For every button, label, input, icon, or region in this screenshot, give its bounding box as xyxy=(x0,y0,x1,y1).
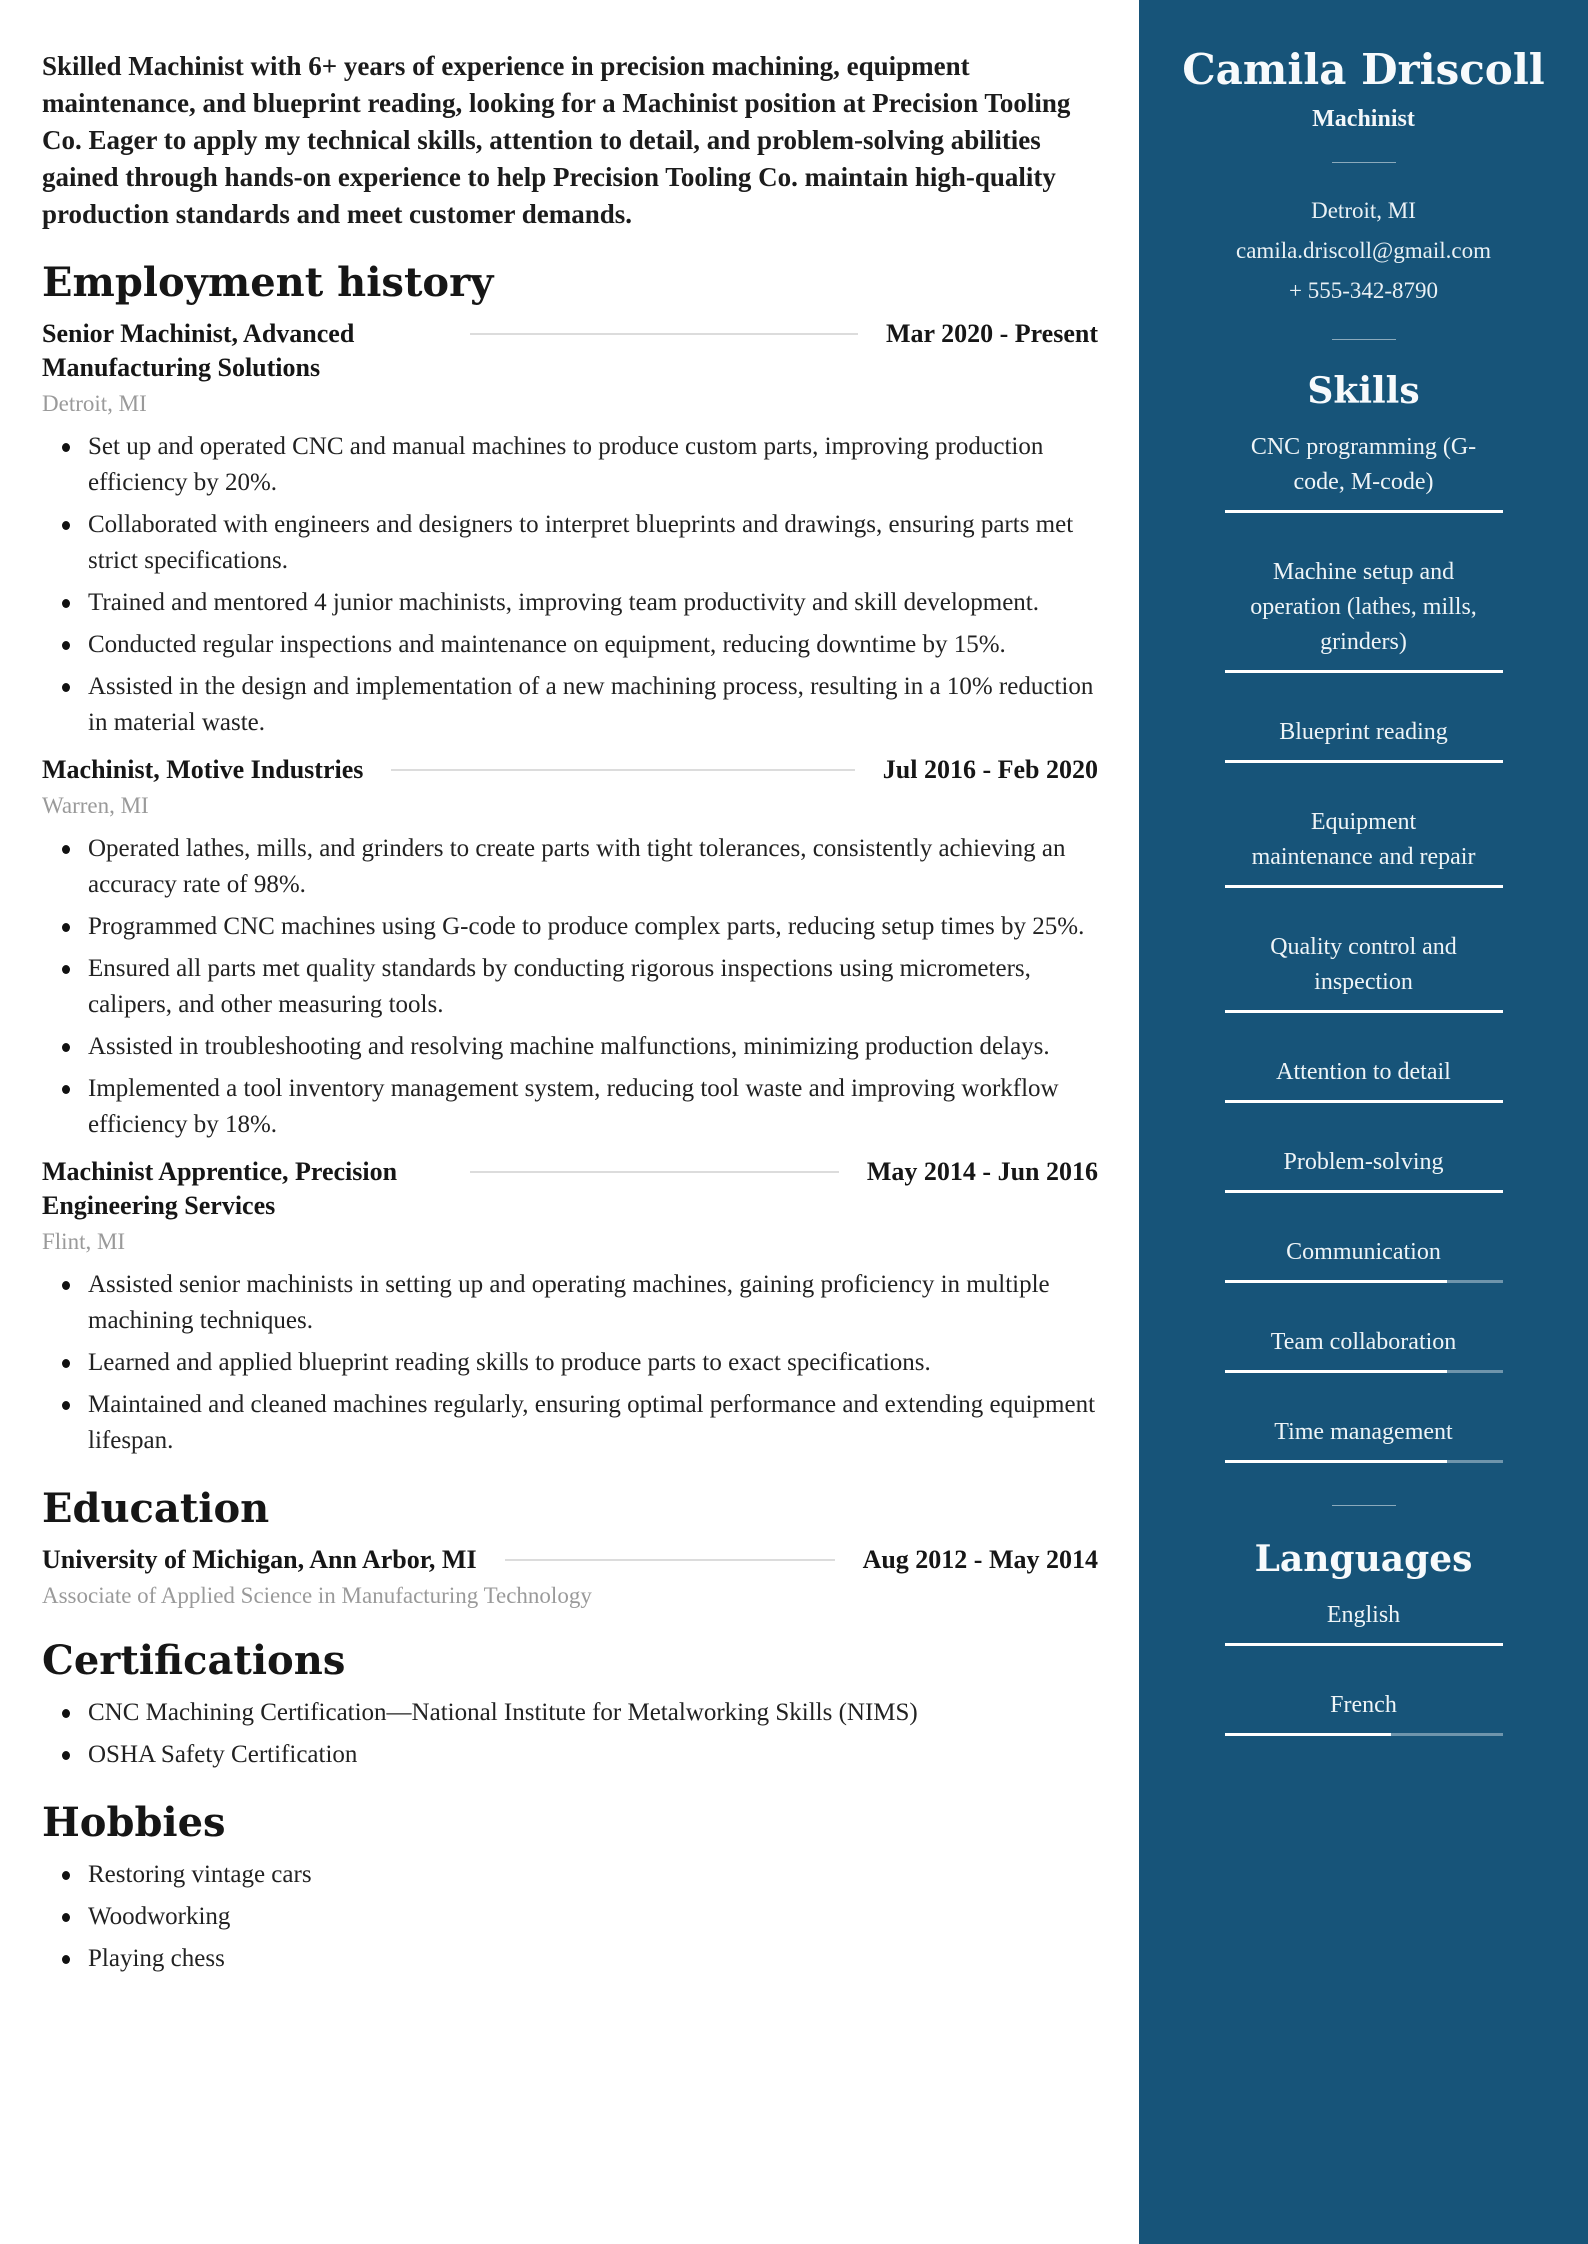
education-entry xyxy=(42,1543,1098,1611)
resume-sidebar xyxy=(1139,0,1588,2244)
skill-level-fill xyxy=(1225,760,1503,763)
skill-level-fill xyxy=(1225,1010,1503,1013)
skill-level-fill xyxy=(1225,1100,1503,1103)
skill-label: Blueprint reading xyxy=(1279,719,1448,745)
job-bullet: Learned and applied blueprint reading skills to produce parts to exact specifications. xyxy=(42,1345,1098,1381)
hobbies-list xyxy=(42,1857,1098,1977)
job-bullet: Assisted in troubleshooting and resolving machine malfunctions, minimizing production delays. xyxy=(42,1029,1098,1065)
job-title: Machinist Apprentice, Precision Engineering Services xyxy=(42,1157,398,1220)
skill-label: Team collaboration xyxy=(1270,1329,1457,1355)
job-header xyxy=(42,317,1098,385)
skill-label: Problem-solving xyxy=(1283,1149,1444,1175)
job-location: Flint, MI xyxy=(42,1229,126,1254)
skill-level-bar xyxy=(1225,1370,1503,1373)
job-dates: Mar 2020 - Present xyxy=(885,319,1098,348)
skill-item xyxy=(1139,1145,1588,1193)
job-header xyxy=(42,1155,1098,1223)
skill-level-bar xyxy=(1225,1190,1503,1193)
certification-item: OSHA Safety Certification xyxy=(42,1737,1098,1773)
job-entry xyxy=(42,753,1098,1143)
language-item xyxy=(1139,1688,1588,1736)
skill-level-bar xyxy=(1225,760,1503,763)
candidate-role: Machinist xyxy=(1312,106,1415,132)
sidebar-heading-languages: Languages xyxy=(1254,1538,1473,1580)
section-heading-hobbies: Hobbies xyxy=(42,1799,226,1846)
job-bullet-list xyxy=(42,831,1098,1143)
skill-level-bar xyxy=(1225,1460,1503,1463)
header-divider-line xyxy=(391,769,854,771)
job-dates: May 2014 - Jun 2016 xyxy=(866,1157,1098,1186)
job-bullet: Programmed CNC machines using G-code to produce complex parts, reducing setup times by 25%. xyxy=(42,909,1098,945)
job-bullet: Assisted senior machinists in setting up and operating machines, gaining proficiency in multiple machining techniques. xyxy=(42,1267,1098,1339)
skill-level-fill xyxy=(1225,1190,1503,1193)
sidebar-divider xyxy=(1332,339,1396,340)
education-dates: Aug 2012 - May 2014 xyxy=(862,1545,1098,1574)
certification-item: CNC Machining Certification—National Institute for Metalworking Skills (NIMS) xyxy=(42,1695,1098,1731)
skill-item xyxy=(1139,715,1588,763)
job-bullet: Maintained and cleaned machines regularly, ensuring optimal performance and extending equipment lifespan. xyxy=(42,1387,1098,1459)
hobby-item: Playing chess xyxy=(42,1941,1098,1977)
profile-summary: Skilled Machinist with 6+ years of experience in precision machining, equipment maintenance, and blueprint reading, looking for a Machinist position at Precision Tooling Co. Eager to apply my technical skills, attention to detail, and problem-solving abilities gained through hands-on experience to help Precision Tooling Co. maintain high-quality production standards and meet customer demands. xyxy=(42,51,1071,229)
job-bullet: Conducted regular inspections and maintenance on equipment, reducing downtime by 15%. xyxy=(42,627,1098,663)
skill-level-bar xyxy=(1225,670,1503,673)
job-bullet-list xyxy=(42,1267,1098,1459)
language-level-fill xyxy=(1225,1643,1503,1646)
job-location: Detroit, MI xyxy=(42,391,147,416)
section-heading-education: Education xyxy=(42,1485,270,1532)
skill-label: Equipment maintenance and repair xyxy=(1251,809,1476,870)
skill-level-bar xyxy=(1225,510,1503,513)
job-bullet: Implemented a tool inventory management system, reducing tool waste and improving workflow efficiency by 18%. xyxy=(42,1071,1098,1143)
skill-item xyxy=(1139,805,1588,888)
job-dates: Jul 2016 - Feb 2020 xyxy=(882,755,1098,784)
education-header xyxy=(42,1543,1098,1577)
skill-item xyxy=(1139,430,1588,513)
job-bullet: Trained and mentored 4 junior machinists, improving team productivity and skill development. xyxy=(42,585,1098,621)
education-degree: Associate of Applied Science in Manufacturing Technology xyxy=(42,1583,592,1608)
skill-item xyxy=(1139,555,1588,673)
candidate-name: Camila Driscoll xyxy=(1182,45,1545,94)
skill-level-bar xyxy=(1225,1280,1503,1283)
sidebar-divider xyxy=(1332,1505,1396,1506)
job-entry xyxy=(42,317,1098,741)
header-divider-line xyxy=(470,333,858,335)
job-entry xyxy=(42,1155,1098,1459)
skill-level-bar xyxy=(1225,1100,1503,1103)
contact-location: Detroit, MI xyxy=(1311,198,1416,223)
skill-level-bar xyxy=(1225,1010,1503,1013)
skill-label: CNC programming (G-code, M-code) xyxy=(1250,434,1477,495)
header-divider-line xyxy=(505,1559,835,1561)
skill-level-fill xyxy=(1225,1280,1447,1283)
sidebar-divider xyxy=(1332,162,1396,163)
job-bullet-list xyxy=(42,429,1098,741)
job-bullet: Operated lathes, mills, and grinders to create parts with tight tolerances, consistently achieving an accuracy rate of 98%. xyxy=(42,831,1098,903)
certifications-list xyxy=(42,1695,1098,1773)
section-heading-certifications: Certifications xyxy=(42,1637,346,1684)
contact-block xyxy=(1139,191,1588,311)
skill-level-fill xyxy=(1225,885,1503,888)
resume-main-column xyxy=(42,0,1098,1989)
skill-item xyxy=(1139,1325,1588,1373)
skill-level-fill xyxy=(1225,510,1503,513)
job-bullet: Collaborated with engineers and designers to interpret blueprints and drawings, ensuring parts met strict specifications. xyxy=(42,507,1098,579)
skill-item xyxy=(1139,1415,1588,1463)
job-bullet: Assisted in the design and implementation of a new machining process, resulting in a 10% reduction in material waste. xyxy=(42,669,1098,741)
contact-phone: + 555-342-8790 xyxy=(1288,278,1439,303)
job-title: Senior Machinist, Advanced Manufacturing Solutions xyxy=(42,319,355,382)
section-heading-employment: Employment history xyxy=(42,259,494,306)
language-item xyxy=(1139,1598,1588,1646)
education-school: University of Michigan, Ann Arbor, MI xyxy=(42,1545,477,1574)
job-title: Machinist, Motive Industries xyxy=(42,755,364,784)
language-label: French xyxy=(1330,1692,1397,1718)
skill-label: Attention to detail xyxy=(1276,1059,1451,1085)
sidebar-heading-skills: Skills xyxy=(1307,370,1420,412)
language-level-bar xyxy=(1225,1733,1503,1736)
skill-item xyxy=(1139,1055,1588,1103)
header-divider-line xyxy=(470,1171,839,1173)
skill-level-bar xyxy=(1225,885,1503,888)
languages-block xyxy=(1139,1536,1588,1736)
skill-label: Communication xyxy=(1286,1239,1441,1265)
skill-label: Quality control and inspection xyxy=(1270,934,1457,995)
job-bullet: Ensured all parts met quality standards by conducting rigorous inspections using micrometers, calipers, and other measuring tools. xyxy=(42,951,1098,1023)
contact-email: camila.driscoll@gmail.com xyxy=(1236,238,1491,263)
job-location: Warren, MI xyxy=(42,793,149,818)
skill-item xyxy=(1139,930,1588,1013)
skill-level-fill xyxy=(1225,1370,1447,1373)
job-bullet: Set up and operated CNC and manual machines to produce custom parts, improving production efficiency by 20%. xyxy=(42,429,1098,501)
hobby-item: Woodworking xyxy=(42,1899,1098,1935)
skill-item xyxy=(1139,1235,1588,1283)
skill-label: Machine setup and operation (lathes, mills, grinders) xyxy=(1250,559,1477,655)
language-label: English xyxy=(1326,1602,1401,1628)
language-level-fill xyxy=(1225,1733,1392,1736)
hobby-item: Restoring vintage cars xyxy=(42,1857,1098,1893)
skill-level-fill xyxy=(1225,670,1503,673)
language-level-bar xyxy=(1225,1643,1503,1646)
skill-label: Time management xyxy=(1274,1419,1453,1445)
job-header xyxy=(42,753,1098,787)
skill-level-fill xyxy=(1225,1460,1447,1463)
